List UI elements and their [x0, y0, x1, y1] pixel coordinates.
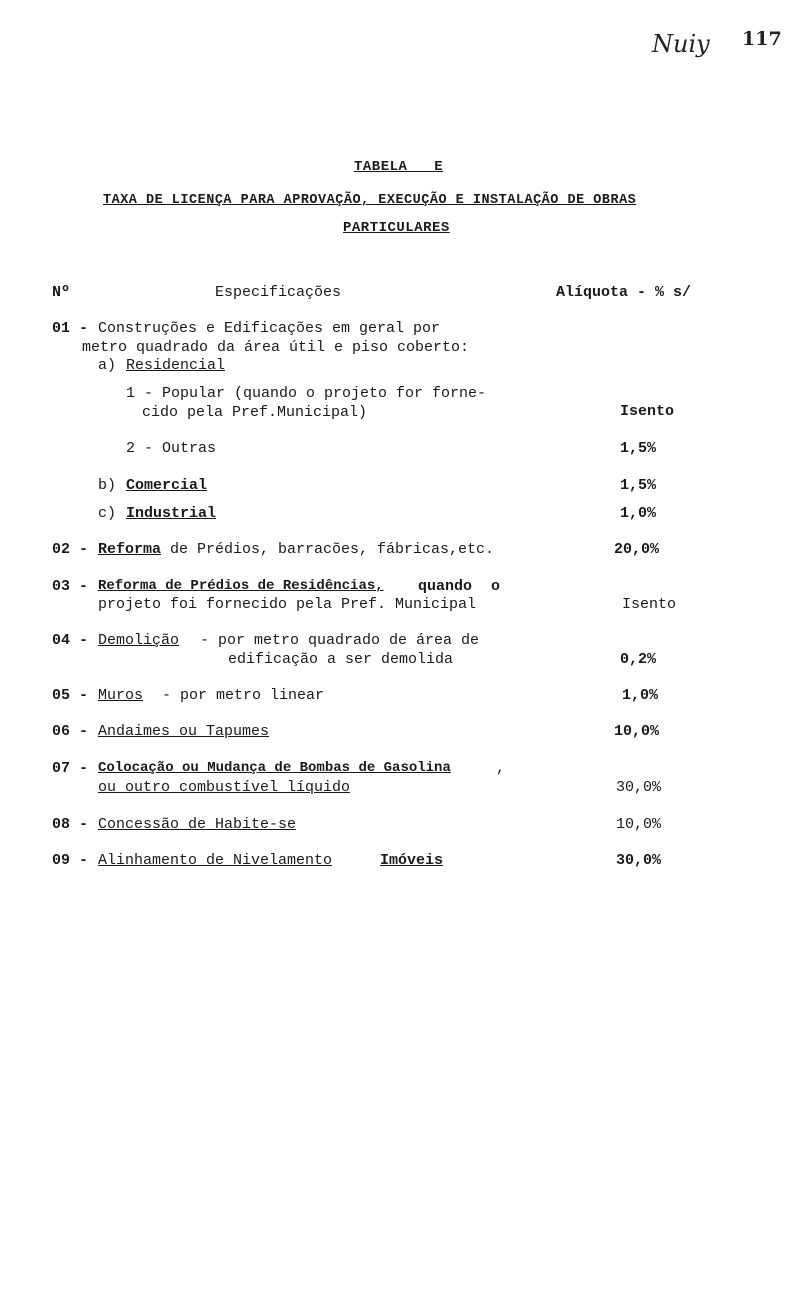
item-title: Andaimes ou Tapumes [98, 723, 270, 740]
item-text: edificação a ser demolida [228, 651, 454, 668]
item-number: 09 - [52, 852, 89, 869]
rate-value: 30,0% [616, 779, 662, 796]
rate-value: 1,5% [620, 440, 657, 457]
rate-value: 1,0% [622, 687, 659, 704]
rate-value: 1,0% [620, 505, 657, 522]
item-text: - por metro linear [162, 687, 325, 704]
item-title: Muros [98, 687, 144, 704]
item-text: quando o [418, 578, 501, 595]
column-header-number: Nº [52, 284, 71, 301]
subitem-title: Comercial [126, 477, 208, 494]
table-subtitle-line2: PARTICULARES [343, 220, 450, 236]
item-number: 02 - [52, 541, 89, 558]
item-number: 01 - [52, 320, 89, 337]
item-title: Demolição [98, 632, 180, 649]
column-header-rate: Alíquota - % s/ [556, 284, 692, 301]
handwritten-signature: Nuiy [652, 30, 710, 58]
table-title: TABELA E [354, 159, 444, 175]
rate-value: 10,0% [616, 816, 662, 833]
subitem-label: c) [98, 505, 117, 522]
item-title: Alinhamento de Nivelamento [98, 852, 333, 869]
rate-value: 20,0% [614, 541, 660, 558]
rate-value: Isento [622, 596, 677, 613]
item-number: 04 - [52, 632, 89, 649]
rate-value: 0,2% [620, 651, 657, 668]
column-header-specifications: Especificações [215, 284, 342, 301]
rate-value: 1,5% [620, 477, 657, 494]
subitem-text: 2 - Outras [126, 440, 217, 457]
rate-value: 10,0% [614, 723, 660, 740]
rate-value: Isento [620, 403, 675, 420]
item-number: 08 - [52, 816, 89, 833]
item-title: Reforma [98, 541, 162, 558]
subitem-label: a) [98, 357, 117, 374]
item-number: 07 - [52, 760, 89, 777]
item-text: metro quadrado da área útil e piso coberto: [82, 339, 470, 356]
subitem-text: 1 - Popular (quando o projeto for forne- [126, 385, 487, 402]
subitem-label: b) [98, 477, 117, 494]
item-text: ou outro combustível líquido [98, 779, 351, 796]
item-text: projeto foi fornecido pela Pref. Municipal [98, 596, 477, 613]
page-number: 117 [742, 28, 782, 50]
subitem-text: cido pela Pref.Municipal) [142, 404, 368, 421]
item-title: Concessão de Habite-se [98, 816, 297, 833]
table-subtitle-line1: TAXA DE LICENÇA PARA APROVAÇÃO, EXECUÇÃO E INSTALAÇÃO DE OBRAS [103, 193, 637, 208]
item-text: de Prédios, barracões, fábricas,etc. [170, 541, 495, 558]
item-text: Construções e Edificações em geral por [98, 320, 441, 337]
item-number: 05 - [52, 687, 89, 704]
subitem-title: Industrial [126, 505, 217, 522]
item-text: , [496, 760, 506, 777]
item-number: 03 - [52, 578, 89, 595]
item-title: Colocação ou Mudança de Bombas de Gasolina [98, 760, 451, 776]
item-text: - por metro quadrado de área de [200, 632, 480, 649]
subitem-title: Residencial [126, 357, 226, 374]
item-number: 06 - [52, 723, 89, 740]
rate-value: 30,0% [616, 852, 662, 869]
item-title: Reforma de Prédios de Residências, [98, 578, 384, 594]
item-text: Imóveis [380, 852, 444, 869]
